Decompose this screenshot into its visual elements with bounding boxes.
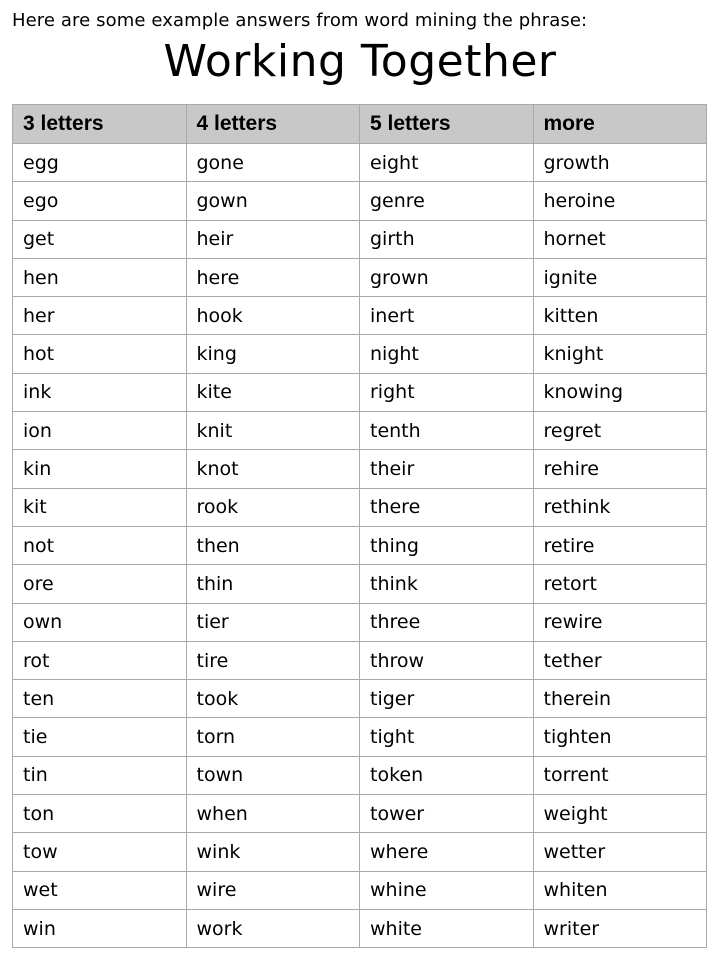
cell-4-letter-word: thin <box>186 565 360 603</box>
table-row <box>13 335 707 373</box>
cell-4-letter-word: knot <box>186 450 360 488</box>
cell-3-letter-word: rot <box>13 641 187 679</box>
column-header-5-letters: 5 letters <box>360 105 534 144</box>
column-header-3-letters: 3 letters <box>13 105 187 144</box>
cell-3-letter-word: hot <box>13 335 187 373</box>
cell-3-letter-word: tie <box>13 718 187 756</box>
table-row <box>13 833 707 871</box>
table-row <box>13 603 707 641</box>
cell-4-letter-word: knit <box>186 412 360 450</box>
table-row <box>13 795 707 833</box>
cell-5-letter-word: girth <box>360 220 534 258</box>
table-row <box>13 565 707 603</box>
cell-5-letter-word: white <box>360 909 534 947</box>
cell-5-letter-word: genre <box>360 182 534 220</box>
cell-3-letter-word: ion <box>13 412 187 450</box>
cell-4-letter-word: took <box>186 680 360 718</box>
cell-3-letter-word: ink <box>13 373 187 411</box>
cell-3-letter-word: get <box>13 220 187 258</box>
cell-longer-word: whiten <box>533 871 707 909</box>
cell-5-letter-word: think <box>360 565 534 603</box>
cell-4-letter-word: heir <box>186 220 360 258</box>
cell-3-letter-word: ego <box>13 182 187 220</box>
table-row <box>13 220 707 258</box>
cell-longer-word: torrent <box>533 756 707 794</box>
cell-3-letter-word: tin <box>13 756 187 794</box>
cell-3-letter-word: kin <box>13 450 187 488</box>
cell-longer-word: kitten <box>533 297 707 335</box>
cell-5-letter-word: tenth <box>360 412 534 450</box>
cell-4-letter-word: rook <box>186 488 360 526</box>
table-row <box>13 871 707 909</box>
table-row <box>13 526 707 564</box>
cell-3-letter-word: wet <box>13 871 187 909</box>
cell-5-letter-word: right <box>360 373 534 411</box>
table-row <box>13 182 707 220</box>
cell-longer-word: knight <box>533 335 707 373</box>
cell-3-letter-word: tow <box>13 833 187 871</box>
table-body <box>13 144 707 948</box>
cell-5-letter-word: there <box>360 488 534 526</box>
cell-4-letter-word: then <box>186 526 360 564</box>
cell-longer-word: writer <box>533 909 707 947</box>
cell-5-letter-word: tower <box>360 795 534 833</box>
cell-4-letter-word: hook <box>186 297 360 335</box>
table-row <box>13 144 707 182</box>
cell-longer-word: regret <box>533 412 707 450</box>
cell-longer-word: tighten <box>533 718 707 756</box>
cell-4-letter-word: gown <box>186 182 360 220</box>
column-header-more: more <box>533 105 707 144</box>
table-row <box>13 756 707 794</box>
cell-longer-word: rewire <box>533 603 707 641</box>
cell-3-letter-word: her <box>13 297 187 335</box>
cell-3-letter-word: own <box>13 603 187 641</box>
table-row <box>13 488 707 526</box>
cell-4-letter-word: torn <box>186 718 360 756</box>
cell-5-letter-word: throw <box>360 641 534 679</box>
cell-3-letter-word: ore <box>13 565 187 603</box>
cell-longer-word: growth <box>533 144 707 182</box>
cell-longer-word: wetter <box>533 833 707 871</box>
cell-4-letter-word: gone <box>186 144 360 182</box>
table-row <box>13 718 707 756</box>
cell-3-letter-word: win <box>13 909 187 947</box>
cell-4-letter-word: town <box>186 756 360 794</box>
cell-3-letter-word: ton <box>13 795 187 833</box>
cell-4-letter-word: here <box>186 258 360 296</box>
cell-longer-word: retire <box>533 526 707 564</box>
cell-longer-word: knowing <box>533 373 707 411</box>
table-row <box>13 909 707 947</box>
cell-longer-word: rehire <box>533 450 707 488</box>
table-row <box>13 450 707 488</box>
cell-4-letter-word: tier <box>186 603 360 641</box>
cell-4-letter-word: tire <box>186 641 360 679</box>
table-header <box>13 105 707 144</box>
page-title: Working Together <box>163 36 557 87</box>
cell-3-letter-word: hen <box>13 258 187 296</box>
cell-5-letter-word: where <box>360 833 534 871</box>
cell-4-letter-word: wire <box>186 871 360 909</box>
cell-4-letter-word: kite <box>186 373 360 411</box>
cell-5-letter-word: token <box>360 756 534 794</box>
table-row <box>13 373 707 411</box>
table-row <box>13 258 707 296</box>
cell-4-letter-word: king <box>186 335 360 373</box>
table-row <box>13 641 707 679</box>
table-row <box>13 297 707 335</box>
cell-3-letter-word: not <box>13 526 187 564</box>
cell-5-letter-word: grown <box>360 258 534 296</box>
table-row <box>13 412 707 450</box>
cell-5-letter-word: their <box>360 450 534 488</box>
cell-3-letter-word: ten <box>13 680 187 718</box>
cell-longer-word: rethink <box>533 488 707 526</box>
cell-4-letter-word: wink <box>186 833 360 871</box>
cell-longer-word: therein <box>533 680 707 718</box>
cell-longer-word: heroine <box>533 182 707 220</box>
cell-3-letter-word: kit <box>13 488 187 526</box>
cell-longer-word: tether <box>533 641 707 679</box>
cell-4-letter-word: work <box>186 909 360 947</box>
cell-longer-word: ignite <box>533 258 707 296</box>
column-header-4-letters: 4 letters <box>186 105 360 144</box>
cell-5-letter-word: eight <box>360 144 534 182</box>
cell-5-letter-word: inert <box>360 297 534 335</box>
intro-text: Here are some example answers from word mining the phrase: <box>12 10 588 31</box>
cell-5-letter-word: night <box>360 335 534 373</box>
cell-longer-word: retort <box>533 565 707 603</box>
cell-5-letter-word: whine <box>360 871 534 909</box>
cell-5-letter-word: three <box>360 603 534 641</box>
word-table <box>12 104 707 948</box>
cell-5-letter-word: tiger <box>360 680 534 718</box>
cell-3-letter-word: egg <box>13 144 187 182</box>
header-row <box>13 105 707 144</box>
cell-longer-word: hornet <box>533 220 707 258</box>
cell-5-letter-word: thing <box>360 526 534 564</box>
cell-longer-word: weight <box>533 795 707 833</box>
cell-5-letter-word: tight <box>360 718 534 756</box>
table-row <box>13 680 707 718</box>
cell-4-letter-word: when <box>186 795 360 833</box>
